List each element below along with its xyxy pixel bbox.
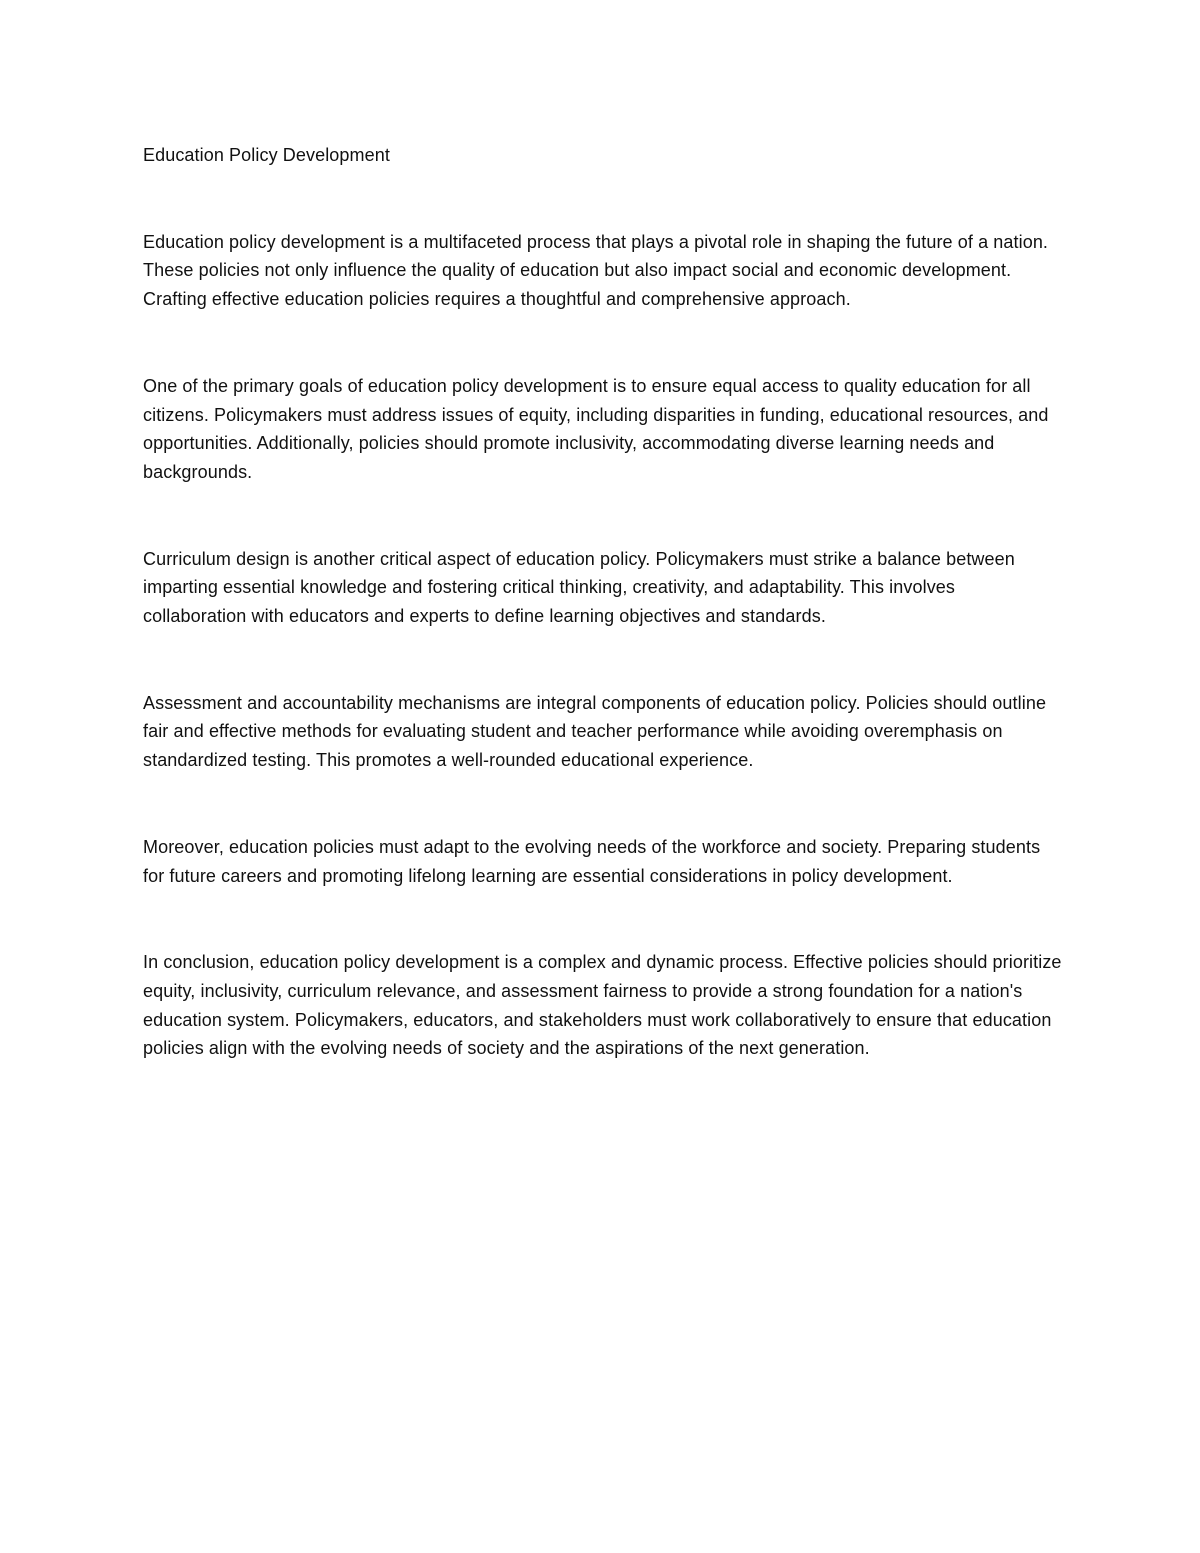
document-title: Education Policy Development [143,145,390,165]
paragraph-equal-access: One of the primary goals of education policy development is to ensure equal access to quality education for all citizens. Policymakers must address issues of equity, including disparities in funding, educational resources, and opportunities. Additionally, policies should promote inclusivity, accommodating diverse learning needs and backgrounds. [143,375,1049,482]
paragraph-workforce: Moreover, education policies must adapt to the evolving needs of the workforce and society. Preparing students for future careers and promoting lifelong learning are essential considerations in policy development. [143,836,1041,886]
paragraph-assessment: Assessment and accountability mechanisms are integral components of education policy. Policies should outline fair and effective methods for evaluating student and teacher performance while avoiding overemphasis on standardized testing. This promotes a well-rounded educational experience. [143,692,1047,771]
paragraph-introduction: Education policy development is a multifaceted process that plays a pivotal role in shaping the future of a nation. These policies not only influence the quality of education but also impact social and economic development. Crafting effective education policies requires a thoughtful and comprehensive approach. [143,231,1049,310]
document-body [143,141,1063,1121]
paragraph-conclusion: In conclusion, education policy development is a complex and dynamic process. Effective policies should prioritize equity, inclusivity, curriculum relevance, and assessment fairness to provide a strong foundation for a nation's education system. Policymakers, educators, and stakeholders must work collaboratively to ensure that education policies align with the evolving needs of society and the aspirations of the next generation. [143,952,1062,1059]
paragraph-curriculum-design: Curriculum design is another critical aspect of education policy. Policymakers must strike a balance between imparting essential knowledge and fostering critical thinking, creativity, and adaptability. This involves collaboration with educators and experts to define learning objectives and standards. [143,548,1015,627]
